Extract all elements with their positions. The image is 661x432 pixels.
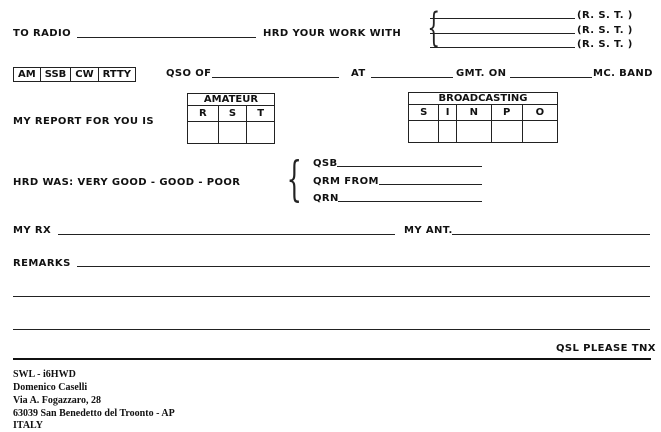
- mode-cw[interactable]: CW: [70, 68, 97, 81]
- remarks-label: REMARKS: [13, 258, 71, 269]
- broadcasting-col-n: N: [456, 105, 491, 121]
- hrd-was-label: HRD WAS: VERY GOOD - GOOD - POOR: [13, 177, 241, 188]
- broadcasting-cell-n[interactable]: [456, 121, 491, 143]
- rst-brace: {: [427, 5, 441, 51]
- qrn-label: QRN: [313, 193, 339, 204]
- my-rx-label: MY RX: [13, 225, 52, 236]
- address-line-callsign: SWL - i6HWD: [13, 369, 76, 380]
- gmt-on-label: GMT. ON: [456, 68, 507, 79]
- amateur-col-r: R: [188, 106, 219, 122]
- amateur-cell-s[interactable]: [218, 122, 247, 144]
- mode-ssb[interactable]: SSB: [40, 68, 71, 81]
- hrd-your-work-with-label: HRD YOUR WORK WITH: [263, 28, 402, 39]
- mode-rtty[interactable]: RTTY: [98, 68, 135, 81]
- amateur-cell-r[interactable]: [188, 122, 219, 144]
- broadcasting-cell-s[interactable]: [409, 121, 439, 143]
- qsb-label: QSB: [313, 158, 338, 169]
- amateur-cell-t[interactable]: [247, 122, 275, 144]
- hrd-was-brace: {: [286, 151, 302, 207]
- remarks-line-3[interactable]: [13, 329, 650, 330]
- address-line-city: 63039 San Benedetto del Troonto - AP: [13, 408, 175, 419]
- address-line-street: Via A. Fogazzaro, 28: [13, 395, 102, 406]
- amateur-col-t: T: [247, 106, 275, 122]
- amateur-col-s: S: [218, 106, 247, 122]
- qsl-please-tnx: QSL PLEASE TNX: [556, 343, 656, 354]
- qrm-from-field[interactable]: [379, 184, 482, 185]
- rst-mark-1: (R. S. T. ): [577, 10, 633, 21]
- broadcasting-col-p: P: [491, 105, 522, 121]
- qrn-field[interactable]: [338, 201, 482, 202]
- address-line-country: ITALY: [13, 420, 44, 431]
- my-report-label: MY REPORT FOR YOU IS: [13, 116, 155, 127]
- remarks-line-2[interactable]: [13, 296, 650, 297]
- my-ant-label: MY ANT.: [404, 225, 453, 236]
- qso-of-field[interactable]: [212, 77, 339, 78]
- my-ant-field[interactable]: [452, 234, 650, 235]
- broadcasting-col-i: I: [439, 105, 457, 121]
- mode-am[interactable]: AM: [18, 69, 36, 80]
- qrm-from-label: QRM FROM: [313, 176, 379, 187]
- qso-of-label: QSO OF: [166, 68, 212, 79]
- broadcasting-cell-p[interactable]: [491, 121, 522, 143]
- mode-selector: [13, 67, 136, 82]
- my-rx-field[interactable]: [58, 234, 395, 235]
- date-field[interactable]: [510, 77, 592, 78]
- time-field[interactable]: [371, 77, 453, 78]
- broadcasting-cell-o[interactable]: [522, 121, 557, 143]
- broadcasting-title: BROADCASTING: [409, 93, 558, 105]
- broadcasting-col-s: S: [409, 105, 439, 121]
- qsb-field[interactable]: [337, 166, 482, 167]
- rst-field-1[interactable]: [430, 18, 575, 19]
- broadcasting-col-o: O: [522, 105, 557, 121]
- broadcasting-cell-i[interactable]: [439, 121, 457, 143]
- to-radio-label: TO RADIO: [13, 28, 71, 39]
- rst-field-2[interactable]: [430, 33, 575, 34]
- amateur-title: AMATEUR: [188, 94, 275, 106]
- to-radio-field[interactable]: [77, 37, 256, 38]
- address-line-name: Domenico Caselli: [13, 382, 88, 393]
- rst-field-3[interactable]: [430, 47, 575, 48]
- mc-band-label: MC. BAND: [593, 68, 653, 79]
- at-label: AT: [351, 68, 366, 79]
- remarks-line-1[interactable]: [77, 266, 650, 267]
- amateur-table: [187, 93, 275, 144]
- rst-mark-2: (R. S. T. ): [577, 25, 633, 36]
- broadcasting-table: [408, 92, 558, 143]
- footer-divider: [13, 358, 651, 360]
- rst-mark-3: (R. S. T. ): [577, 39, 633, 50]
